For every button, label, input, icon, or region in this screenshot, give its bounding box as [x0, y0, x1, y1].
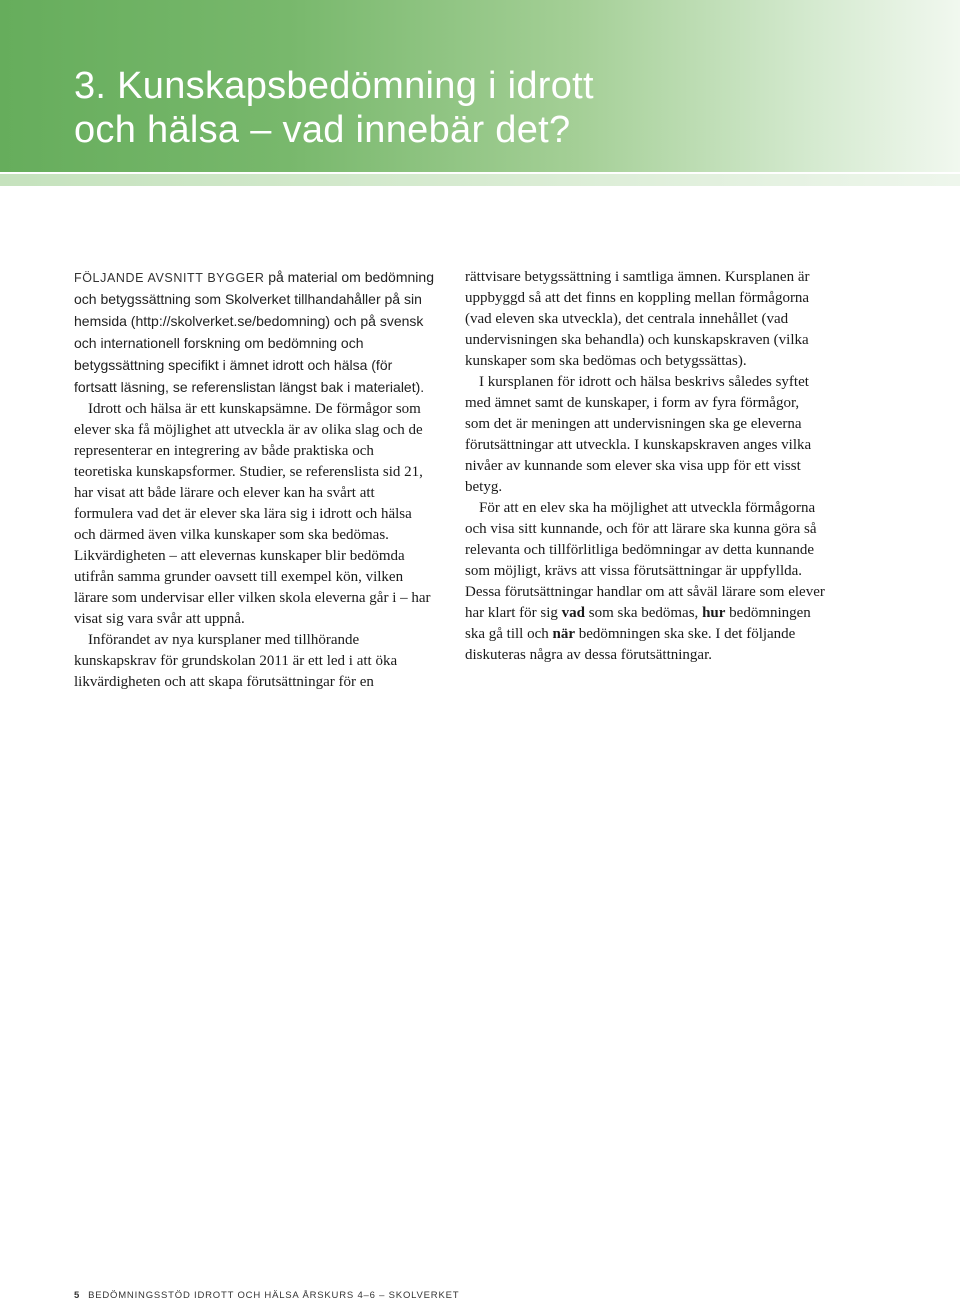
footer-text: BEDÖMNINGSSTÖD IDROTT OCH HÄLSA ÅRSKURS 4–6 – SKOLVERKET — [88, 1290, 460, 1301]
chapter-title-line-1: 3. Kunskapsbedömning i idrott — [74, 65, 594, 107]
right-paragraph-3 — [465, 498, 825, 666]
page-number: 5 — [74, 1290, 81, 1301]
right-paragraph-3-part-c: bedömningen ska gå till och — [465, 605, 811, 642]
chapter-title — [74, 64, 594, 152]
header-rule — [0, 174, 960, 186]
left-paragraph-1: Idrott och hälsa är ett kunskapsämne. De förmågor som elever ska få möjlighet att utveckla är av olika slag och de representerar en integrering av både praktiska och teoretiska kunskapsformer. Studier, se referenslista sid 21, har visat att både lärare och elever kan ha svårt att formulera vad det är elever ska lära sig i idrott och hälsa och därmed även vilka kunskaper som ska bedömas. Likvärdigheten – att elevernas kunskaper blir bedömda utifrån samma grunder oavsett till exempel kön, vilken lärare som undervisar eller vilken skola eleverna går i – har visat sig vara svår att uppnå. — [74, 401, 431, 627]
emphasis-vad: vad — [561, 605, 585, 621]
right-paragraph-2: I kursplanen för idrott och hälsa beskrivs således syftet med ämnet samt de kunskaper, i form av fyra förmågor, som det är meningen att undervisningen ska ge eleverna förutsättningar att utveckla. I kunskapskraven anges vilka nivåer av kunnande som elever ska visa upp för ett visst betyg. — [465, 374, 812, 495]
right-column — [465, 267, 825, 666]
chapter-title-line-2: och hälsa – vad innebär det? — [74, 109, 571, 151]
emphasis-hur: hur — [702, 605, 726, 621]
right-paragraph-3-part-b: som ska bedömas, — [588, 605, 699, 621]
right-paragraph-1: rättvisare betygssättning i samtliga ämnen. Kursplanen är uppbyggd så att det finns en koppling mellan förmågorna (vad eleven ska utveckla), det centrala innehållet (vad undervisningen ska behandla) och kunskapskraven (vilka kunskaper som ska bedömas och betygssättas). — [465, 269, 810, 369]
intro-paragraph — [74, 267, 434, 399]
left-column — [74, 267, 434, 693]
left-paragraph-2: Införandet av nya kursplaner med tillhörande kunskapskrav för grundskolan 2011 är ett led i att öka likvärdigheten och att skapa förutsättningar för en — [74, 632, 398, 690]
right-paragraph-3-part-d: bedömningen ska ske. I det följande diskuteras några av dessa förutsättningar. — [465, 626, 796, 663]
page-footer — [74, 1290, 459, 1301]
right-paragraph-3-part-a: För att en elev ska ha möjlighet att utveckla förmågorna och visa sitt kunnande, och för att lärare ska kunna göra så relevanta och tillförlitliga bedömningar av detta kunnande som möjligt, krävs att vissa förutsättningar är uppfyllda. Dessa förutsättningar handlar om att såväl lärare som elever har klart för sig — [465, 500, 825, 621]
intro-lead: FÖLJANDE AVSNITT BYGGER — [74, 271, 265, 285]
intro-text: på material om bedömning och betygssättning som Skolverket tillhandahåller på sin hemsida (http://skolverket.se/bedomning) och på svensk och internationell forskning om bedömning och betygssättning specifikt i ämnet idrott och hälsa (för fortsatt läsning, se referenslistan längst bak i materialet). — [74, 269, 434, 395]
emphasis-nar: när — [552, 626, 575, 642]
